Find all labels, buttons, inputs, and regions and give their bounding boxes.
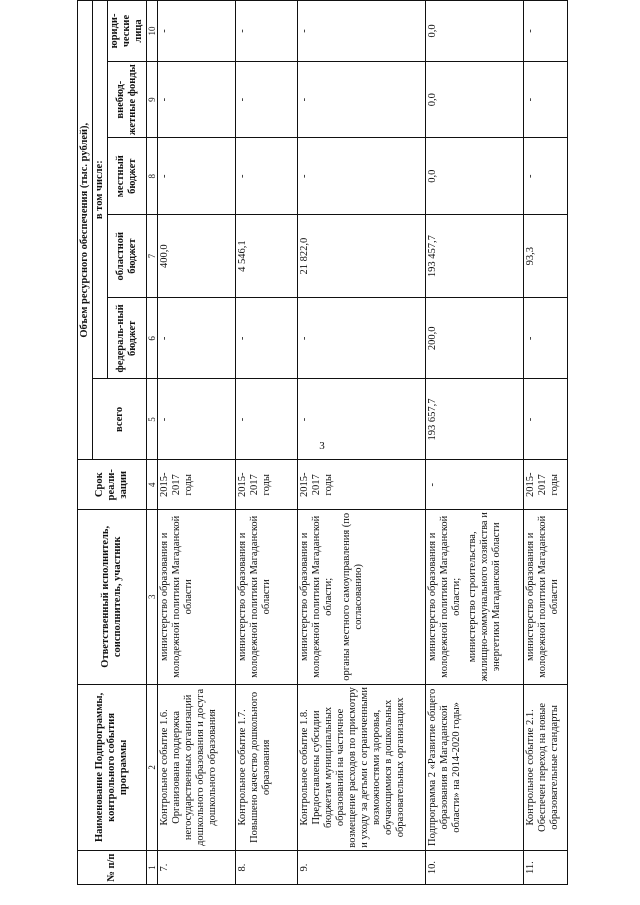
table-row — [158, 1, 236, 885]
cell-responsible — [298, 510, 426, 685]
col-number: 5 — [147, 379, 158, 460]
cell-no: 7. — [158, 851, 236, 885]
col-number: 2 — [147, 684, 158, 851]
cell-federal: - — [236, 298, 298, 379]
cell-term: - — [426, 460, 524, 510]
cell-legal: - — [236, 1, 298, 62]
responsible-secondary: органы местного самоуправления (по согласованию) — [341, 512, 364, 681]
cell-term: 2015-2017 годы — [236, 460, 298, 510]
cell-name: Подпрограмма 2 «Развитие общего образования в Магаданской области» на 2014-2020 годы» — [426, 684, 524, 851]
header-funding: Объем ресурсного обеспечения (тыс. рублей), — [78, 1, 93, 460]
header-federal: федераль-ный бюджет — [108, 298, 147, 379]
cell-regional: 400,0 — [158, 214, 236, 297]
cell-total: 193 657,7 — [426, 379, 524, 460]
cell-extrabudget: - — [298, 61, 426, 138]
cell-federal: 200,0 — [426, 298, 524, 379]
cell-legal: - — [524, 1, 568, 62]
table-row — [426, 1, 524, 885]
funding-table — [77, 0, 568, 885]
cell-no: 8. — [236, 851, 298, 885]
cell-extrabudget: 0,0 — [426, 61, 524, 138]
cell-name: Контрольное событие 1.8. Предоставлены субсидии бюджетам муниципальных образований на частичное возмещение расходов по присмотру и уходу за детьми с ограниченными возможностями здоровья, обучающимися в дошкольных образовательных организациях — [298, 684, 426, 851]
cell-local: - — [298, 138, 426, 215]
col-number: 1 — [147, 851, 158, 885]
col-number: 8 — [147, 138, 158, 215]
cell-total: - — [298, 379, 426, 460]
header-responsible: Ответственный исполнитель, соисполнитель, участник — [78, 510, 147, 685]
cell-extrabudget: - — [158, 61, 236, 138]
cell-regional: 21 822,0 — [298, 214, 426, 297]
cell-extrabudget: - — [524, 61, 568, 138]
cell-term: 2015-2017 годы — [524, 460, 568, 510]
cell-total: - — [236, 379, 298, 460]
cell-federal: - — [158, 298, 236, 379]
cell-local: - — [524, 138, 568, 215]
col-number: 7 — [147, 214, 158, 297]
responsible-primary: министерство образования и молодежной политики Магаданской области; — [427, 515, 462, 678]
cell-total: - — [158, 379, 236, 460]
col-number: 4 — [147, 460, 158, 510]
col-number: 3 — [147, 510, 158, 685]
cell-no: 10. — [426, 851, 524, 885]
cell-regional: 193 457,7 — [426, 214, 524, 297]
header-legal: юриди-ческие лица — [108, 1, 147, 62]
cell-legal: 0,0 — [426, 1, 524, 62]
page-number: 3 — [319, 440, 325, 452]
responsible-primary: министерство образования и молодежной политики Магаданской области; — [299, 515, 334, 678]
header-no: № п/п — [78, 851, 147, 885]
cell-no: 11. — [524, 851, 568, 885]
document-sheet — [77, 0, 587, 885]
cell-name: Контрольное событие 2.1. Обеспечен переход на новые образовательные стандарты — [524, 684, 568, 851]
responsible-secondary: министерство строительства, жилищно-коммунального хозяйства и энергетики Магаданской области — [467, 512, 502, 682]
col-number: 9 — [147, 61, 158, 138]
table-row — [524, 1, 568, 885]
cell-regional: 93,3 — [524, 214, 568, 297]
header-regional: областной бюджет — [108, 214, 147, 297]
col-number: 10 — [147, 1, 158, 62]
cell-local: - — [236, 138, 298, 215]
cell-name: Контрольное событие 1.6. Организована поддержка негосударственных организаций дошкольного образования и досуга дошкольного образования — [158, 684, 236, 851]
header-including: в том числе: — [93, 1, 108, 379]
cell-local: 0,0 — [426, 138, 524, 215]
cell-federal: - — [298, 298, 426, 379]
header-name: Наименование Подпрограммы, контрольного события программы — [78, 684, 147, 851]
col-number: 6 — [147, 298, 158, 379]
cell-responsible — [426, 510, 524, 685]
cell-name: Контрольное событие 1.7. Повышено качество дошкольного образования — [236, 684, 298, 851]
cell-total: - — [524, 379, 568, 460]
column-number-row — [147, 1, 158, 885]
cell-legal: - — [158, 1, 236, 62]
header-term: Срок реали-зации — [78, 460, 147, 510]
cell-term: 2015-2017 годы — [298, 460, 426, 510]
cell-no: 9. — [298, 851, 426, 885]
table-header — [78, 1, 158, 885]
table-row — [298, 1, 426, 885]
table-row — [236, 1, 298, 885]
cell-responsible: министерство образования и молодежной политики Магаданской области — [158, 510, 236, 685]
header-extrabudget: внебюд-жетные фонды — [108, 61, 147, 138]
cell-regional: 4 546,1 — [236, 214, 298, 297]
cell-federal: - — [524, 298, 568, 379]
cell-extrabudget: - — [236, 61, 298, 138]
header-local: местный бюджет — [108, 138, 147, 215]
cell-responsible: министерство образования и молодежной политики Магаданской области — [236, 510, 298, 685]
cell-legal: - — [298, 1, 426, 62]
cell-local: - — [158, 138, 236, 215]
cell-responsible: министерство образования и молодежной политики Магаданской области — [524, 510, 568, 685]
cell-term: 2015-2017 годы — [158, 460, 236, 510]
header-total: всего — [93, 379, 147, 460]
